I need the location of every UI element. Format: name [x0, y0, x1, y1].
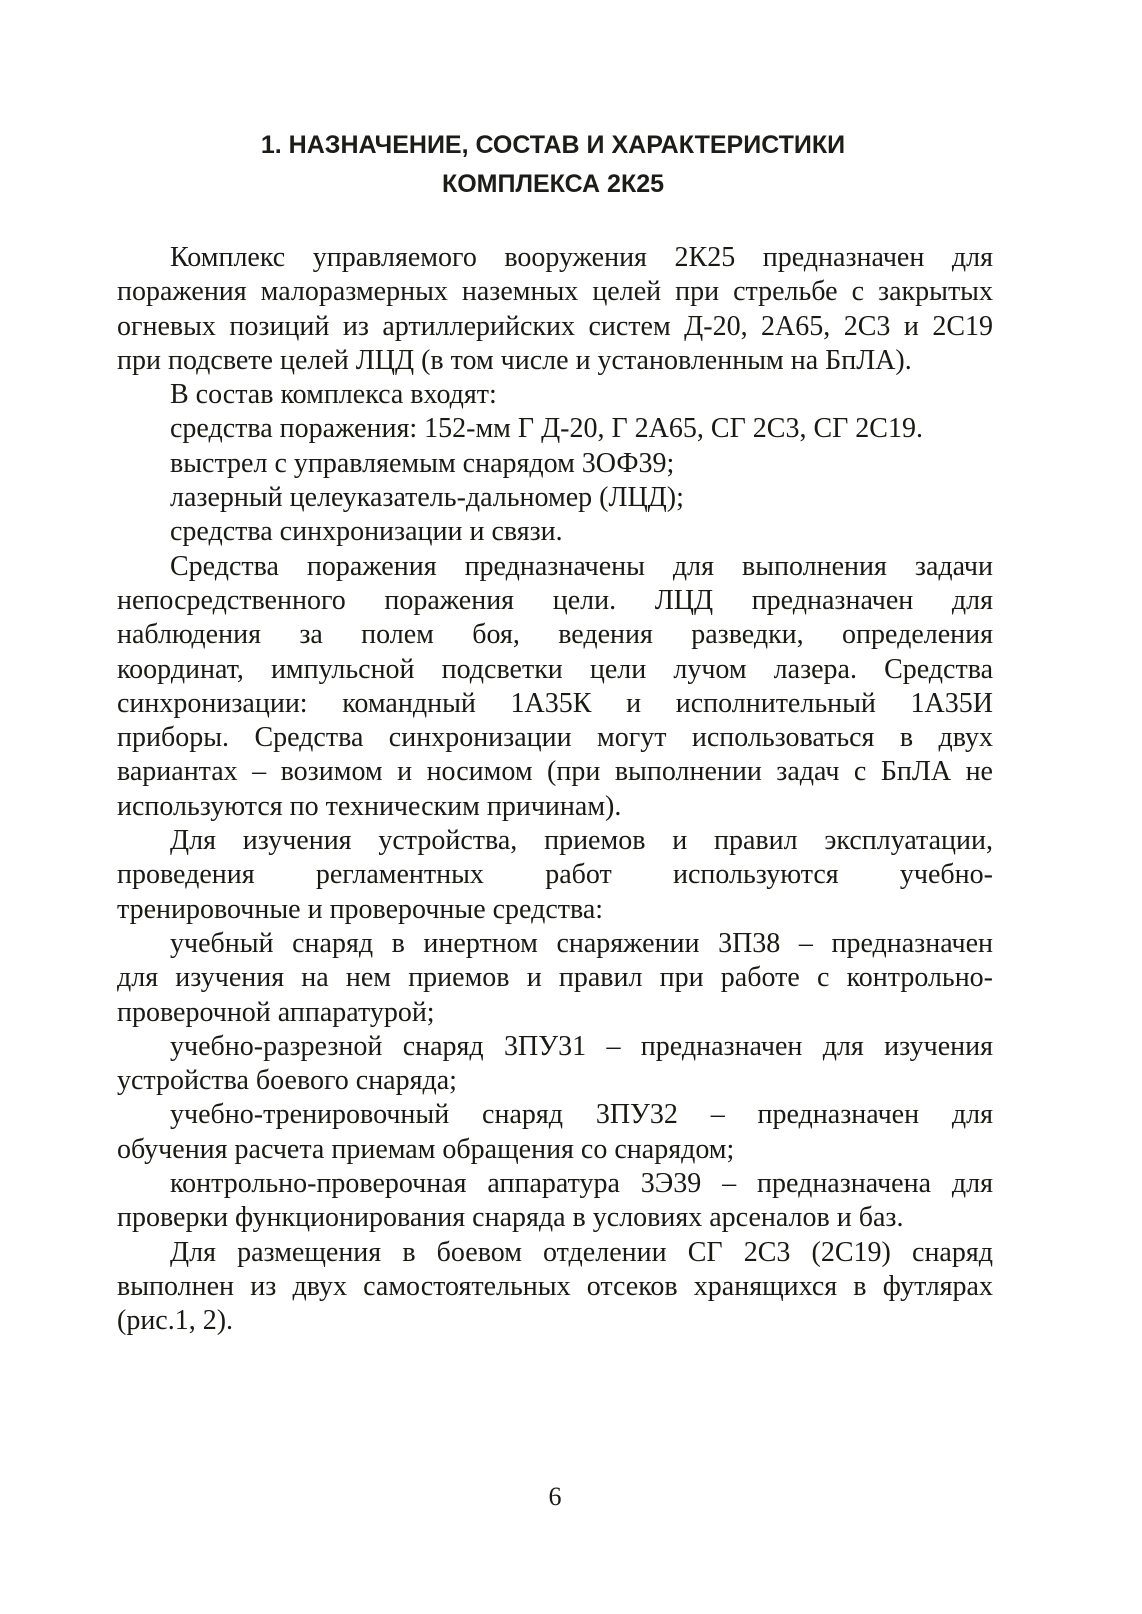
text-line-content: при подсвете целей ЛЦД (в том числе и установленным на БпЛА).	[117, 344, 912, 376]
text-line-content: проведения регламентных работ используются учебно-	[117, 859, 993, 891]
section-title-line-1: 1. НАЗНАЧЕНИЕ, СОСТАВ И ХАРАКТЕРИСТИКИ	[260, 131, 846, 159]
text-line	[117, 412, 993, 446]
text-line-content: устройства боевого снаряда;	[117, 1065, 457, 1097]
text-line	[117, 961, 993, 995]
text-line	[117, 275, 993, 309]
text-line-content: учебно-разрезной снаряд 3ПУ31 – предназначен для изучения	[170, 1030, 993, 1062]
text-line	[117, 310, 993, 344]
text-line	[117, 893, 993, 927]
text-line	[117, 858, 993, 892]
text-line-content: для изучения на нем приемов и правил при работе с контрольно-	[117, 962, 993, 994]
text-line	[117, 1098, 993, 1132]
text-line-content: Комплекс управляемого вооружения 2К25 предназначен для	[170, 242, 993, 273]
text-line-content: Для изучения устройства, приемов и правил эксплуатации,	[170, 825, 993, 857]
text-line	[117, 447, 993, 481]
text-line	[117, 824, 993, 858]
text-line	[117, 550, 993, 584]
text-line	[117, 1304, 993, 1338]
text-line	[117, 344, 993, 378]
text-line-content: приборы. Средства синхронизации могут использоваться в двух	[117, 722, 993, 754]
text-line-content: огневых позиций из артиллерийских систем Д-20, 2А65, 2С3 и 2С19	[117, 310, 993, 342]
text-line-content: обучения расчета приемам обращения со снарядом;	[117, 1133, 735, 1165]
text-line	[117, 721, 993, 755]
text-line-content: проверки функционирования снаряда в условиях арсеналов и баз.	[117, 1202, 904, 1234]
text-line-content: Средства поражения предназначены для выполнения задачи	[170, 550, 993, 582]
text-line	[117, 653, 993, 687]
text-line-content: синхронизации: командный 1А35К и исполнительный 1А35И	[117, 687, 993, 719]
text-line	[117, 515, 993, 549]
text-line	[117, 927, 993, 961]
text-line-content: (рис.1, 2).	[117, 1305, 234, 1337]
text-line	[117, 618, 993, 652]
text-line	[117, 378, 993, 412]
text-line	[117, 1133, 993, 1167]
text-line	[117, 584, 993, 618]
text-line-content: поражения малоразмерных наземных целей при стрельбе с закрытых	[117, 276, 993, 308]
text-line-content: учебно-тренировочный снаряд 3ПУ32 – предназначен для	[170, 1099, 993, 1131]
body-text	[117, 241, 993, 1339]
text-line	[117, 755, 993, 789]
text-line-content: непосредственного поражения цели. ЛЦД предназначен для	[117, 584, 993, 616]
text-line	[117, 1167, 993, 1201]
text-line	[117, 1201, 993, 1235]
text-line	[117, 1270, 993, 1304]
section-title-line-2: КОМПЛЕКСА 2К25	[441, 170, 665, 198]
text-line-content: наблюдения за полем боя, ведения разведки, определения	[117, 619, 993, 651]
page-number: 6	[548, 1482, 562, 1511]
text-line-content: средства поражения: 152-мм Г Д-20, Г 2А65, СГ 2С3, СГ 2С19.	[170, 413, 923, 445]
text-line	[117, 1030, 993, 1064]
text-line-content: тренировочные и проверочные средства:	[117, 893, 604, 925]
text-line	[117, 1236, 993, 1270]
text-line-content: контрольно-проверочная аппаратура 3Э39 – предназначена для	[170, 1168, 993, 1200]
text-line-content: средства синхронизации и связи.	[170, 516, 563, 548]
text-line-content: В состав комплекса входят:	[170, 379, 497, 411]
text-line	[117, 996, 993, 1030]
text-line-content: лазерный целеуказатель-дальномер (ЛЦД);	[170, 482, 684, 514]
text-line-content: выполнен из двух самостоятельных отсеков хранящихся в футлярах	[117, 1270, 993, 1302]
text-line-content: вариантах – возимом и носимом (при выполнении задач с БпЛА не	[117, 756, 993, 788]
text-line-content: Для размещения в боевом отделении СГ 2С3 (2С19) снаряд	[170, 1236, 993, 1268]
text-line	[117, 1064, 993, 1098]
text-line-content: выстрел с управляемым снарядом 3ОФ39;	[170, 447, 675, 479]
text-line	[117, 241, 993, 275]
text-line-content: проверочной аппаратурой;	[117, 996, 435, 1028]
text-line	[117, 481, 993, 515]
text-line	[117, 687, 993, 721]
text-line-content: координат, импульсной подсветки цели лучом лазера. Средства	[117, 653, 993, 685]
text-line-content: учебный снаряд в инертном снаряжении 3П38 – предназначен	[170, 927, 993, 959]
text-line	[117, 790, 993, 824]
text-line-content: используются по техническим причинам).	[117, 790, 622, 822]
